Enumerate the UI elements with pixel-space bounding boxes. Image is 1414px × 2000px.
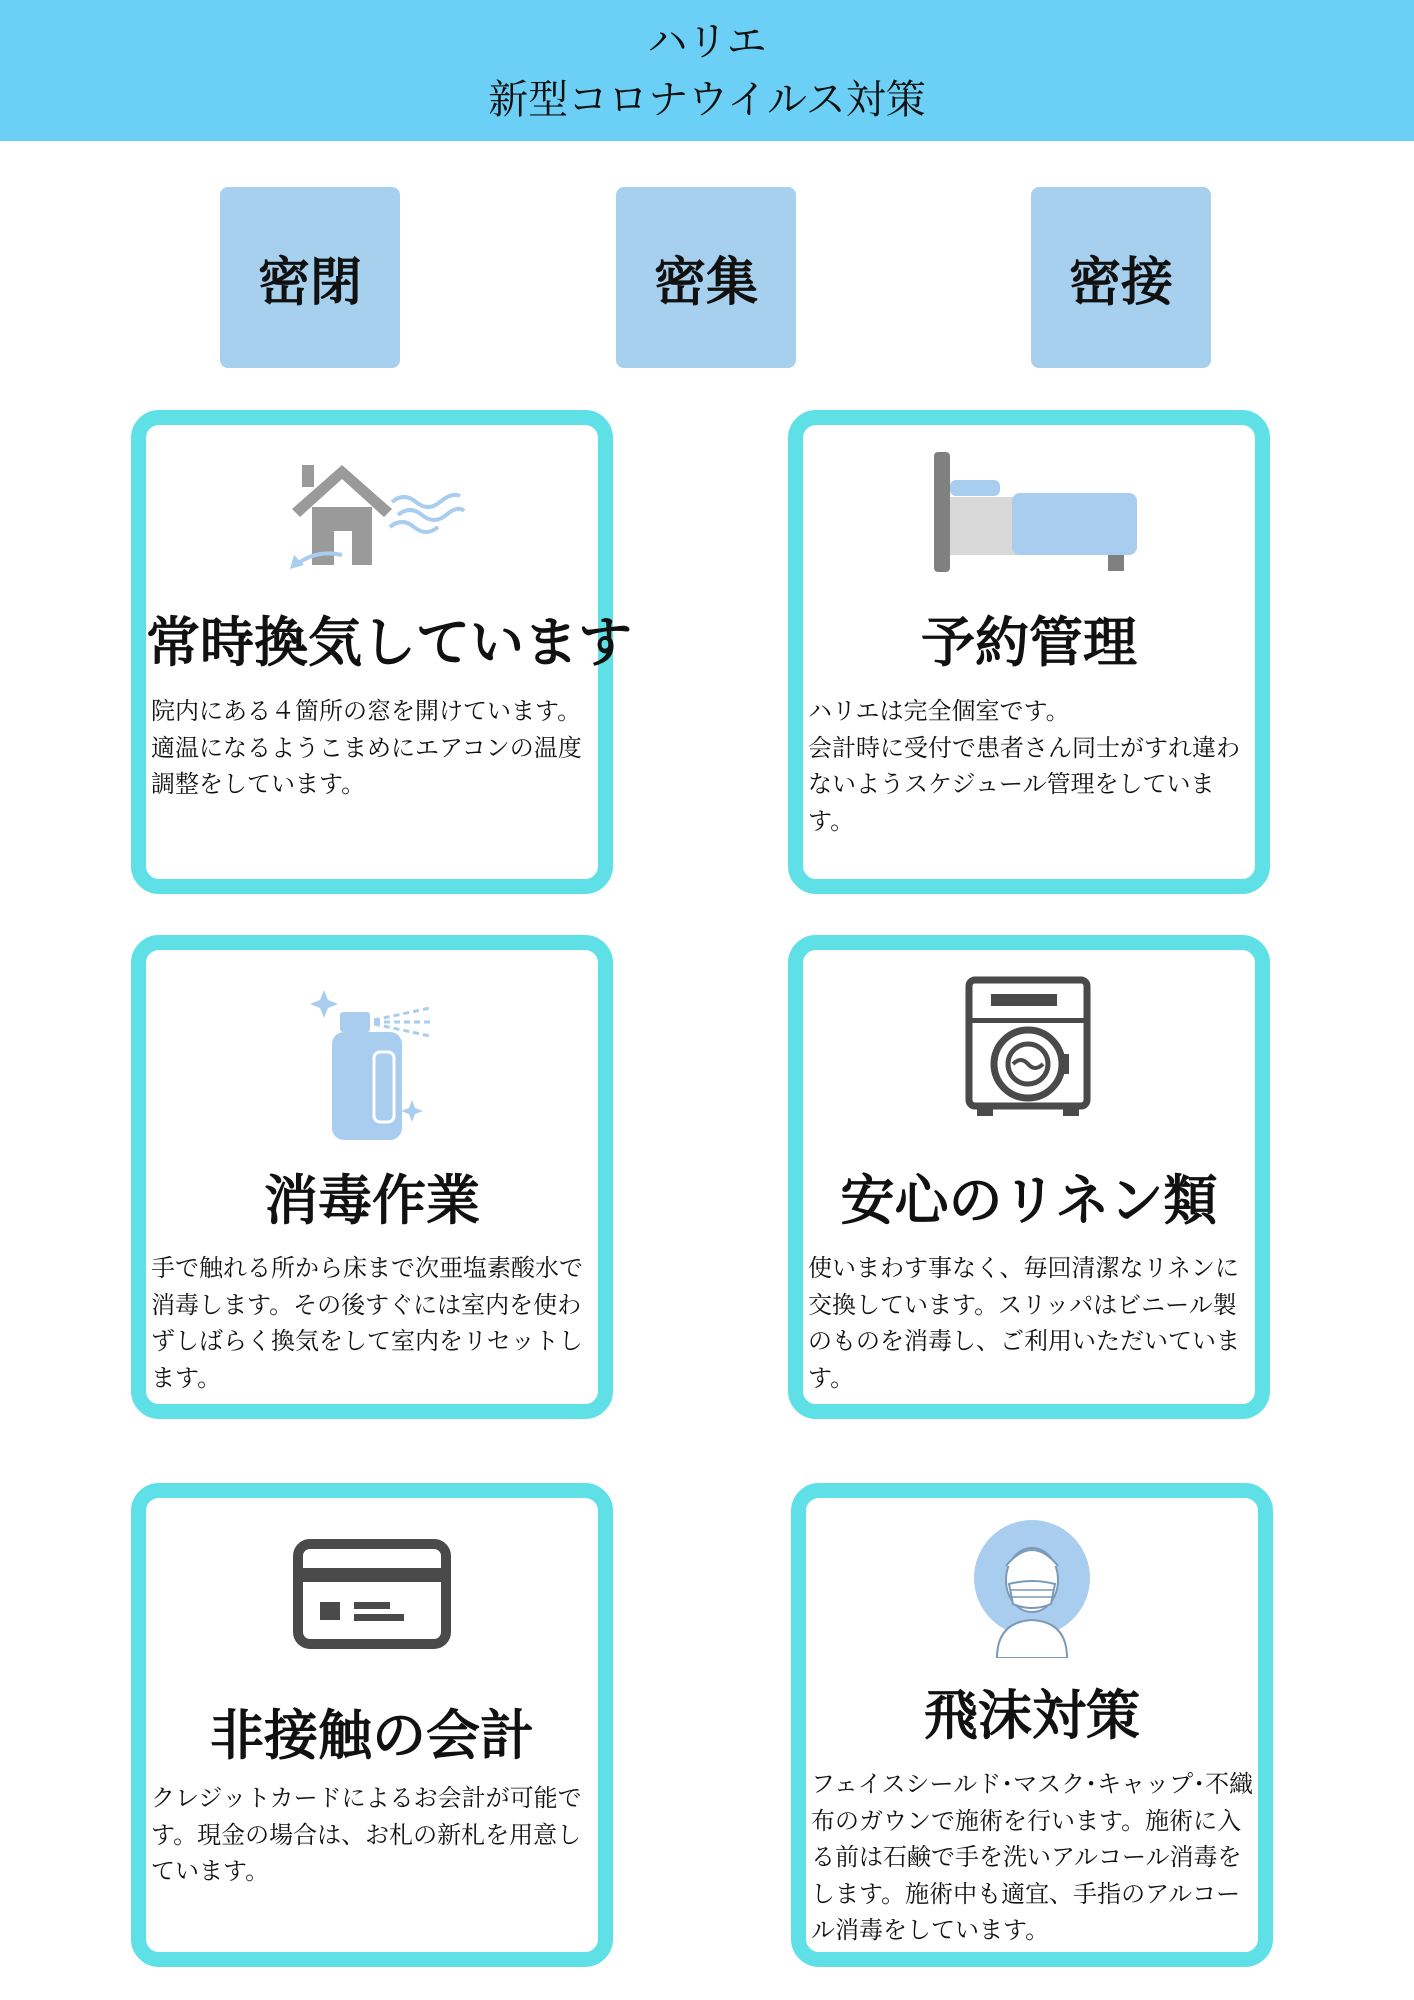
tag-crowded-places: 密集 [616,187,796,368]
card-disinfection [131,935,613,1419]
card-title: 常時換気しています [146,611,632,674]
card-title: 飛沫対策 [924,1684,1140,1747]
house-ventilation-icon [272,447,472,577]
card-description: フェイスシールド･マスク･キャップ･不織布のガウンで施術を行います。施術に入る前は石鹸で手を洗いアルコール消毒をします。施術中も適宜、手指のアルコール消毒をしています。 [811,1770,1254,1944]
card-droplet-protection [791,1483,1273,1967]
card-description: 院内にある４箇所の窓を開けています。適温になるようこまめにエアコンの温度調整をしています。 [151,697,582,798]
header-title: 新型コロナウイルス対策 [488,76,926,123]
card-description: クレジットカードによるお会計が可能です。現金の場合は、お札の新札を用意しています。 [151,1784,582,1885]
tag-close-contact: 密接 [1031,187,1211,368]
card-contactless-payment [131,1483,613,1967]
card-title: 非接触の会計 [210,1704,534,1767]
credit-card-icon [292,1538,452,1650]
face-shield-mask-icon [967,1518,1097,1658]
card-title: 予約管理 [921,611,1137,674]
disinfectant-spray-icon [302,972,442,1142]
card-description: ハリエは完全個室です。 会計時に受付で患者さん同士がすれ違わないようスケジュール管理をしています。 [808,697,1240,835]
header-banner [0,0,1414,141]
card-title: 安心のリネン類 [840,1169,1218,1232]
tag-closed-spaces: 密閉 [220,187,400,368]
card-description: 使いまわす事なく、毎回清潔なリネンに交換しています。スリッパはビニール製のものを消毒し、ご利用いただいています。 [808,1254,1240,1392]
card-description: 手で触れる所から床まで次亜塩素酸水で消毒します。その後すぐには室内を使わずしばらく換気をして室内をリセットします。 [151,1254,583,1392]
washing-machine-icon [959,972,1099,1122]
card-ventilation [131,410,632,894]
header-clinic-name: ハリエ [647,18,767,65]
bed-icon [904,447,1154,577]
card-title: 消毒作業 [264,1169,480,1232]
card-linens [788,935,1270,1419]
card-reservation [788,410,1270,894]
